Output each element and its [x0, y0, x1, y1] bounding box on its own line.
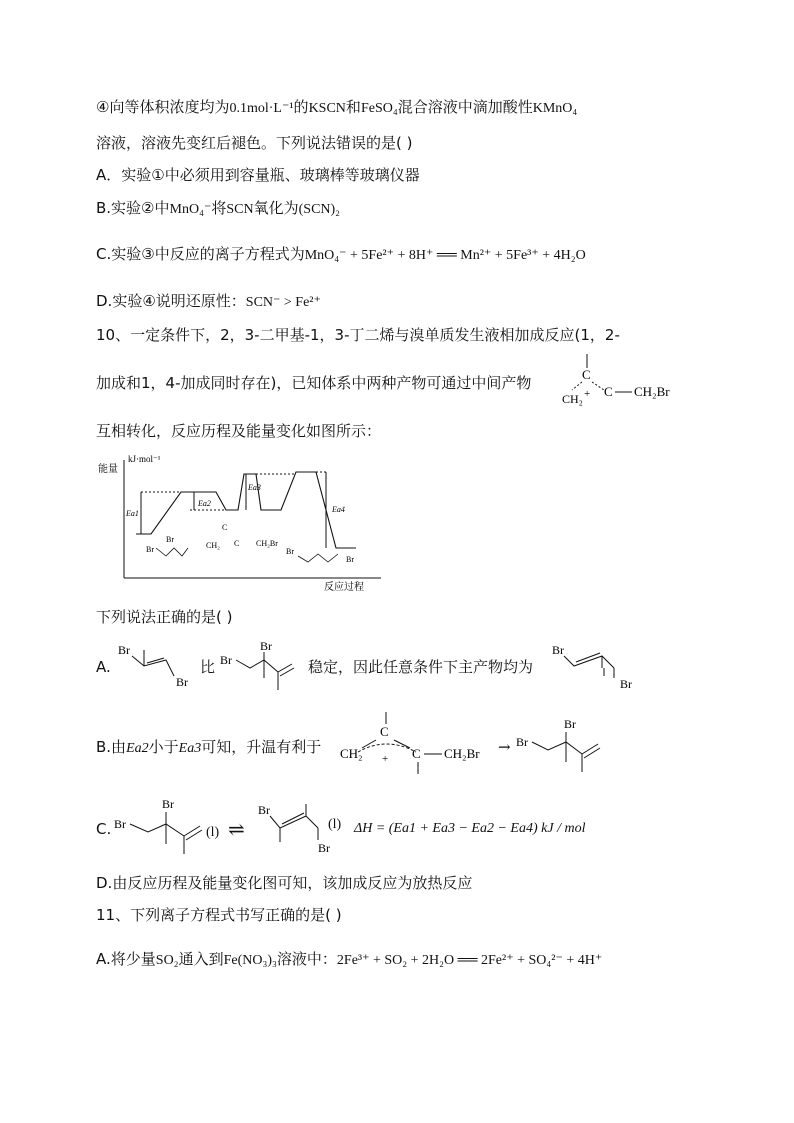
- svg-text:Br: Br: [346, 555, 354, 564]
- intermediate-allyl-cation-structure: [338, 708, 498, 778]
- q10-option-c-delta-h: ΔH = (Ea1 + Ea3 − Ea2 − Ea4) kJ / mol: [354, 821, 586, 836]
- q10-option-a-text-c: 稳定，因此任意条件下主产物均为: [308, 658, 534, 676]
- svg-text:Br: Br: [258, 803, 270, 817]
- svg-text:CH₂: CH₂: [340, 746, 363, 761]
- product-14-structure-c: [256, 800, 336, 856]
- svg-text:+: +: [382, 753, 389, 765]
- energy-axis-label: 能量: [98, 464, 118, 475]
- svg-text:C: C: [380, 724, 389, 739]
- q10-option-b: B.由Ea2小于Ea3可知，升温有利于: [96, 738, 322, 756]
- product-12-structure-c: [112, 794, 208, 860]
- reaction-arrow: →: [498, 738, 511, 756]
- svg-text:Br: Br: [118, 643, 130, 657]
- svg-text:Br: Br: [166, 535, 174, 544]
- liquid-label-1: (l): [206, 825, 220, 840]
- q10-option-a-text-b: 比: [200, 658, 216, 676]
- q9-line2: 溶液，溶液先变红后褪色。下列说法错误的是( ): [96, 134, 413, 152]
- energy-diagram: [96, 450, 386, 595]
- dibromo-alkene-12-structure: [218, 636, 310, 694]
- q10-line1: 10、一定条件下，2，3-二甲基-1，3-丁二烯与溴单质发生液相加成反应(1，2-: [96, 326, 620, 344]
- svg-text:Br: Br: [286, 547, 294, 556]
- svg-text:Br: Br: [162, 797, 174, 811]
- svg-text:C: C: [604, 384, 613, 399]
- svg-text:C: C: [582, 367, 591, 382]
- svg-text:CH₂Br: CH₂Br: [634, 384, 670, 399]
- intermediate-carbocation-structure: [560, 352, 690, 408]
- q9-line1: ④向等体积浓度均为0.1mol·L⁻¹的KSCN和FeSO₄混合溶液中滴加酸性KMnO₄: [96, 98, 578, 116]
- q9-option-a: A．实验①中必须用到容量瓶、玻璃棒等玻璃仪器: [96, 166, 420, 184]
- svg-text:CH₂Br: CH₂Br: [444, 746, 480, 761]
- dibromo-alkene-14-structure: [116, 640, 196, 690]
- q10-line2: 加成和1，4-加成同时存在)，已知体系中两种产物可通过中间产物: [96, 374, 532, 392]
- q10-option-c-label: C.: [96, 820, 112, 838]
- q9-option-d: D.实验④说明还原性：SCN⁻ > Fe²⁺: [96, 292, 321, 310]
- svg-text:CH₂: CH₂: [562, 392, 583, 406]
- svg-text:Br: Br: [114, 817, 126, 831]
- svg-text:C: C: [222, 523, 228, 532]
- svg-text:Br: Br: [564, 717, 576, 731]
- svg-text:Ea1: Ea1: [126, 509, 139, 518]
- svg-text:Br: Br: [176, 675, 188, 689]
- q10-prompt: 下列说法正确的是( ): [96, 608, 233, 626]
- svg-text:C: C: [412, 746, 421, 761]
- q9-option-b: B.实验②中MnO₄⁻将SCN氧化为(SCN)₂: [96, 199, 341, 217]
- svg-text:Br: Br: [552, 643, 564, 657]
- svg-text:Br: Br: [516, 735, 528, 749]
- svg-text:Ea2: Ea2: [198, 499, 211, 508]
- svg-text:Br: Br: [260, 639, 272, 653]
- svg-text:+: +: [584, 388, 591, 400]
- svg-text:Ea4: Ea4: [332, 505, 345, 514]
- liquid-label-2: (l): [328, 817, 342, 832]
- energy-unit: kJ·mol⁻¹: [128, 454, 161, 464]
- svg-text:C: C: [234, 539, 240, 548]
- svg-text:CH₂Br: CH₂Br: [256, 539, 278, 548]
- product-12-structure: [514, 714, 614, 776]
- svg-text:Br: Br: [620, 677, 632, 691]
- svg-text:CH₂: CH₂: [206, 541, 220, 550]
- q10-option-d: D.由反应历程及能量变化图可知，该加成反应为放热反应: [96, 874, 473, 892]
- q10-option-a-label: A.: [96, 658, 111, 676]
- x-axis-label: 反应过程: [324, 582, 364, 593]
- svg-text:Ea3: Ea3: [248, 483, 261, 492]
- q10-line3: 互相转化，反应历程及能量变化如图所示：: [96, 422, 382, 440]
- dibromo-alkene-14-structure-2: [550, 640, 640, 692]
- equilibrium-arrow: ⇌: [228, 817, 245, 841]
- q9-option-c: C.实验③中反应的离子方程式为MnO₄⁻ + 5Fe²⁺ + 8H⁺ ══ Mn²⁺ + 5Fe³⁺ + 4H₂O: [96, 245, 586, 263]
- svg-text:Br: Br: [220, 653, 232, 667]
- svg-text:Br: Br: [146, 545, 154, 554]
- svg-text:Br: Br: [318, 841, 330, 855]
- q11-title: 11、下列离子方程式书写正确的是( ): [96, 906, 342, 924]
- q11-option-a: A.将少量SO₂通入到Fe(NO₃)₃溶液中：2Fe³⁺ + SO₂ + 2H₂O ══ 2Fe²⁺ + SO₄²⁻ + 4H⁺: [96, 950, 603, 968]
